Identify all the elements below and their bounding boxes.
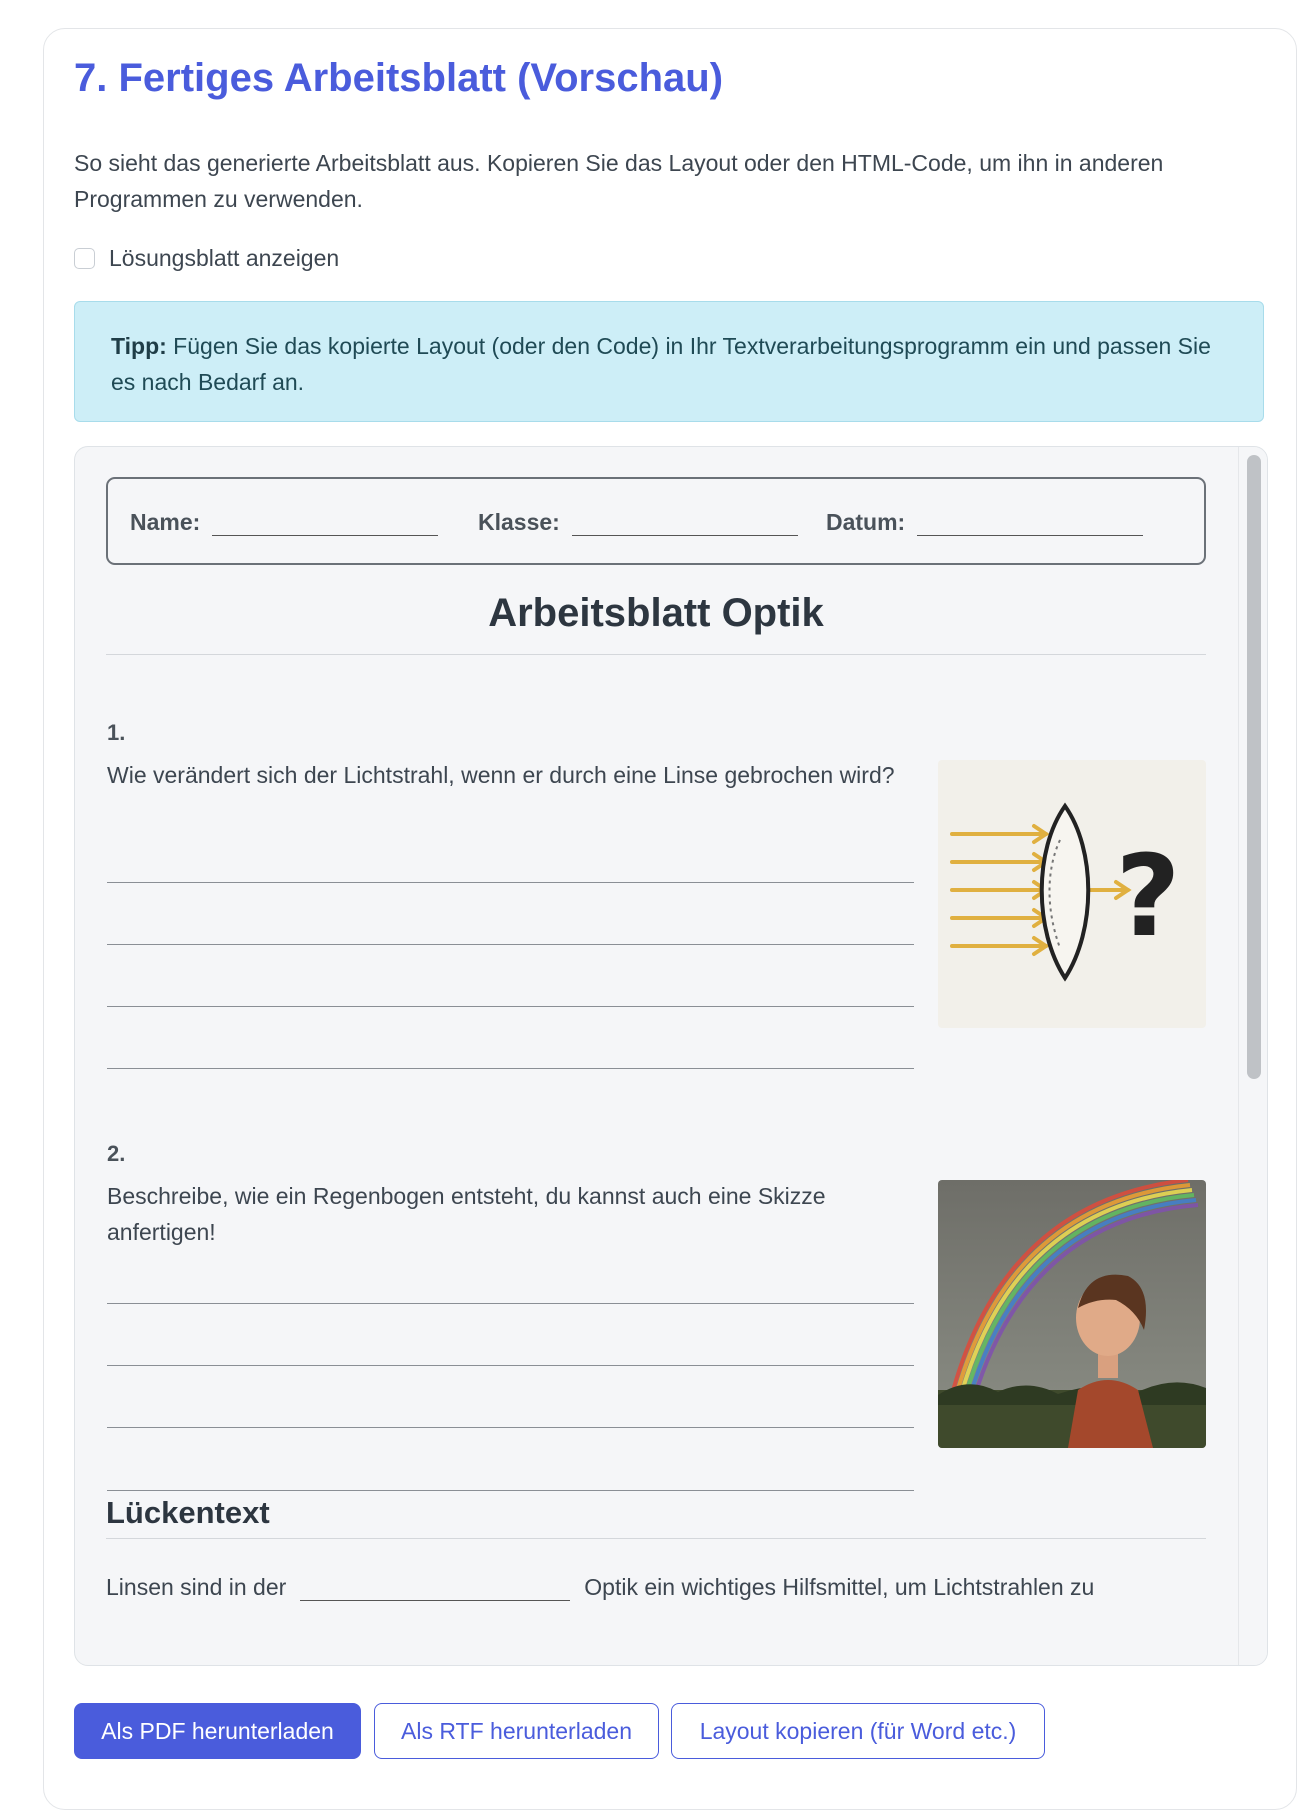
copy-layout-button[interactable]: Layout kopieren (für Word etc.) — [671, 1703, 1045, 1759]
class-label: Klasse: — [478, 509, 560, 535]
date-field — [826, 509, 1143, 536]
answer-line — [107, 1490, 914, 1491]
solution-checkbox[interactable] — [74, 248, 95, 269]
question-text: Wie verändert sich der Lichtstrahl, wenn er durch eine Linse gebrochen wird? — [107, 762, 895, 788]
lens-illustration-svg — [938, 760, 1206, 1028]
worksheet-preview[interactable] — [74, 446, 1268, 1666]
date-label: Datum: — [826, 509, 906, 535]
tip-box — [74, 301, 1264, 422]
tip-text: Fügen Sie das kopierte Layout (oder den Code) in Ihr Textverarbeitungsprogramm ein und passen Sie es nach Bedarf an. — [111, 333, 1211, 395]
svg-text:?: ? — [1115, 832, 1181, 962]
answer-line — [107, 1427, 914, 1428]
answer-line — [107, 1365, 914, 1366]
question-number: 2. — [107, 1141, 126, 1166]
question-text: Beschreibe, wie ein Regenbogen entsteht, du kannst auch eine Skizze anfertigen! — [107, 1183, 826, 1245]
answer-line — [107, 1068, 914, 1069]
download-pdf-button[interactable]: Als PDF herunterladen — [74, 1703, 361, 1759]
lens-refraction-illustration — [938, 760, 1206, 1028]
download-rtf-button[interactable]: Als RTF herunterladen — [374, 1703, 659, 1759]
cloze-blank — [300, 1578, 570, 1601]
cloze-before: Linsen sind in der — [106, 1574, 287, 1600]
question-number: 1. — [107, 720, 126, 745]
boy-looking-at-rainbow-photo — [938, 1180, 1206, 1448]
student-info-box — [106, 477, 1206, 565]
answer-line — [107, 1303, 914, 1304]
answer-line — [107, 944, 914, 945]
title-divider — [106, 654, 1206, 655]
answer-line — [107, 882, 914, 883]
cloze-divider — [106, 1538, 1206, 1539]
solution-toggle[interactable] — [74, 243, 339, 273]
solution-checkbox-label: Lösungsblatt anzeigen — [109, 244, 340, 271]
section-title: 7. Fertiges Arbeitsblatt (Vorschau) — [74, 56, 724, 100]
rainbow-photo-svg — [938, 1180, 1206, 1448]
section-intro: So sieht das generierte Arbeitsblatt aus. Kopieren Sie das Layout oder den HTML-Code, um ihn in anderen Programmen zu verwenden. — [74, 150, 1164, 212]
name-field — [130, 509, 438, 536]
name-line — [212, 513, 438, 536]
cloze-text — [106, 1574, 1094, 1601]
class-line — [572, 513, 798, 536]
date-line — [917, 513, 1143, 536]
preview-scrollbar-thumb[interactable] — [1247, 455, 1261, 1079]
cloze-after: Optik ein wichtiges Hilfsmittel, um Lichtstrahlen zu — [584, 1574, 1095, 1600]
answer-line — [107, 1006, 914, 1007]
worksheet-title: Arbeitsblatt Optik — [488, 591, 824, 635]
preview-scrollbar[interactable] — [1238, 447, 1267, 1665]
tip-label: Tipp: — [111, 333, 167, 359]
class-field — [478, 509, 798, 536]
name-label: Name: — [130, 509, 201, 535]
cloze-title: Lückentext — [106, 1495, 270, 1530]
